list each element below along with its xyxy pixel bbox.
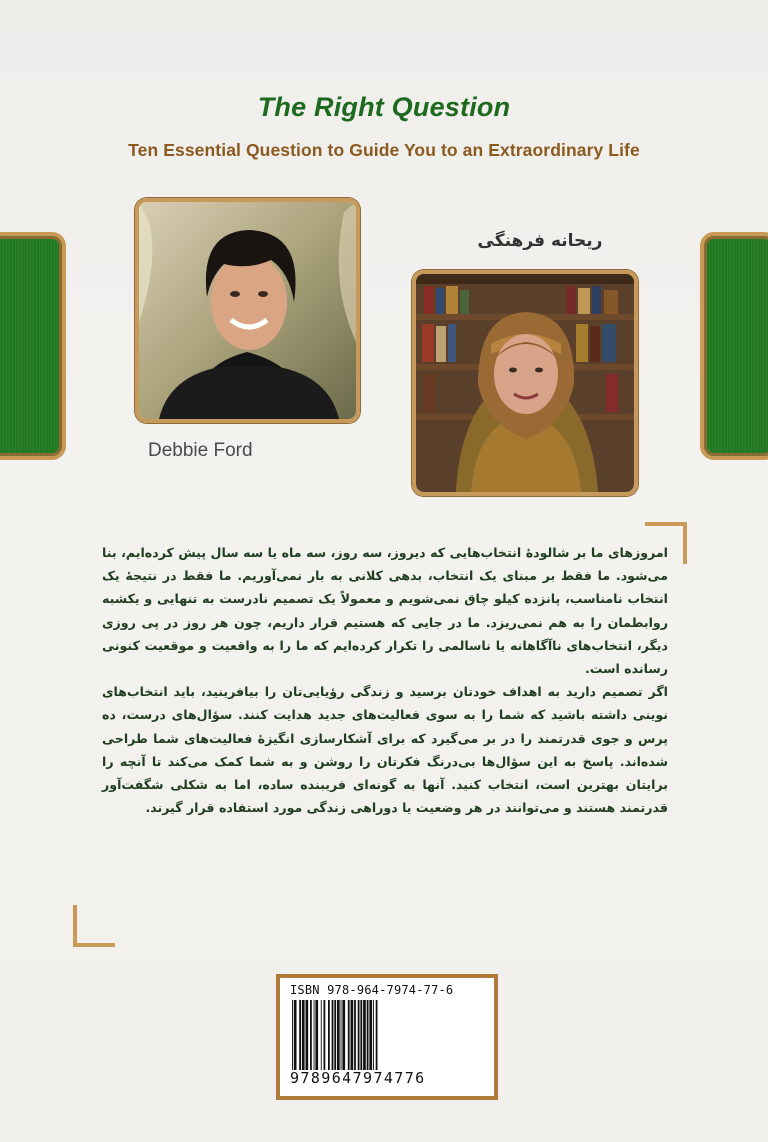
barcode-bar bbox=[358, 1000, 360, 1070]
barcode-bar bbox=[373, 1000, 374, 1070]
translator-photo bbox=[412, 270, 638, 496]
barcode-bar bbox=[351, 1000, 354, 1070]
author-photo bbox=[135, 198, 360, 423]
barcode-bar bbox=[342, 1000, 345, 1070]
barcode-bar bbox=[376, 1000, 378, 1070]
barcode-bar bbox=[354, 1000, 356, 1070]
barcode-bar bbox=[324, 1000, 326, 1070]
barcode-panel bbox=[276, 974, 498, 1100]
barcode-bar bbox=[302, 1000, 305, 1070]
barcode-bar bbox=[360, 1000, 362, 1070]
barcode-bar bbox=[315, 1000, 318, 1070]
barcode-bar bbox=[367, 1000, 369, 1070]
barcode-bar bbox=[294, 1000, 297, 1070]
barcode-bar bbox=[328, 1000, 330, 1070]
barcode-bar bbox=[292, 1000, 293, 1070]
decorative-corner-bottom-left bbox=[73, 905, 115, 947]
book-subtitle: Ten Essential Question to Guide You to an Extraordinary Life bbox=[128, 140, 640, 160]
barcode-bars bbox=[290, 1000, 488, 1070]
decorative-green-panel-right bbox=[700, 232, 768, 460]
translator-name: ریحانه فرهنگی bbox=[477, 231, 603, 251]
decorative-green-panel-left bbox=[0, 232, 66, 460]
back-cover-description bbox=[102, 541, 668, 819]
barcode-bar bbox=[310, 1000, 312, 1070]
barcode-bar bbox=[306, 1000, 309, 1070]
barcode-number: 9789647974776 bbox=[290, 1069, 426, 1087]
barcode-bar bbox=[337, 1000, 340, 1070]
barcode-bar bbox=[348, 1000, 350, 1070]
author-name: Debbie Ford bbox=[148, 440, 253, 461]
barcode-bar bbox=[332, 1000, 334, 1070]
isbn-label: ISBN 978-964-7974-77-6 bbox=[290, 983, 454, 997]
barcode-bar bbox=[341, 1000, 342, 1070]
barcode-bar bbox=[369, 1000, 372, 1070]
barcode-bar bbox=[299, 1000, 301, 1070]
barcode-bar bbox=[321, 1000, 322, 1070]
barcode-bar bbox=[314, 1000, 315, 1070]
barcode-bar bbox=[363, 1000, 366, 1070]
book-title: The Right Question bbox=[257, 92, 511, 122]
barcode-bar bbox=[334, 1000, 336, 1070]
description-paragraph-2: اگر تصمیم دارید به اهداف خودتان برسید و زندگی رؤیایی‌تان را بیافرینید، باید انتخاب‌های نوینی داشته باشید که شما را به سوی فعالیت‌های جدید هدایت کنند. سؤال‌های درست، ده پرس و جوی قدرتمند را در بر می‌گیرد که برای آشکارسازی انگیزهٔ فعالیت‌های شما طراحی شده‌اند. پاسخ به این سؤال‌ها بی‌درنگ فکرتان را روشن و به شما کمک می‌کند تا آنچه را برایتان بهترین است، انتخاب کنید. آنها به گونه‌ای فریبنده ساده، اما به شکلی شگفت‌آور قدرتمند هستند و می‌توانند در هر وضعیت یا دوراهی زندگی مورد استفاده قرار گیرند. bbox=[102, 684, 668, 816]
description-paragraph-1: امروزهای ما بر شالودهٔ انتخاب‌هایی که دیروز، سه روز، سه ماه یا سه سال پیش کرده‌ایم، بنا می‌شود. ما فقط بر مبنای یک انتخاب، بدهی کلانی به بار نمی‌آوریم. ما فقط در نتیجهٔ یک انتخاب نامناسب، پانزده کیلو چاق نمی‌شویم و معمولاً یک تصمیم نادرست به تنهایی و یکشبه روابطمان را به هم نمی‌ریزد. ما در جایی که هستیم قرار داریم، چون هر روز در پی روزی دیگر، انتخاب‌های ناآگاهانه یا ناسالمی را تکرار کرده‌ایم که ما را به واقعیت و موقعیت کنونی رسانده است. bbox=[102, 545, 668, 677]
